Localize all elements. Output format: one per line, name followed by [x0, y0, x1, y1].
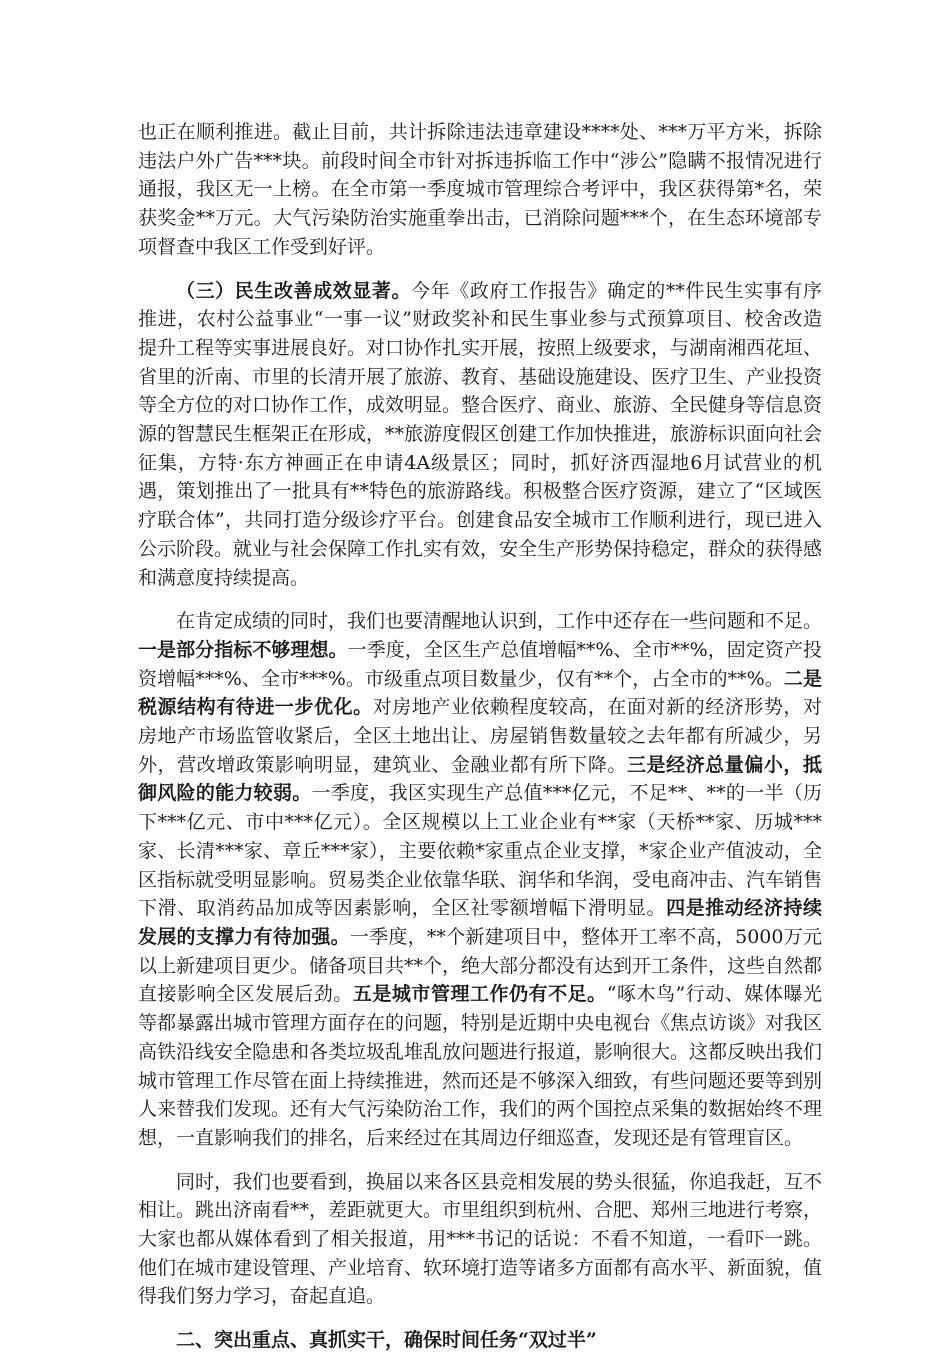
paragraph-3-intro: 在肯定成绩的同时，我们也要清醒地认识到，工作中还存在一些问题和不足。	[176, 610, 823, 633]
paragraph-4: 同时，我们也要看到，换届以来各区县竞相发展的势头很猛，你追我赶，互不相让。跳出济南看**，差距就更大。市里组织到杭州、合肥、郑州三地进行考察，大家也都从媒体看到了相关报道，用***书记的话说：不看不知道，一看吓一跳。他们在城市建设管理、产业培育、软环境打造等诸多方面都有高水平、新面貌，值得我们努力学习，奋起直追。	[138, 1170, 823, 1308]
issue-2-title: 二是税源结构有待进一步优化。	[138, 667, 822, 719]
paragraph-2-text: 今年《政府工作报告》确定的**件民生实事有序推进，农村公益事业“一事一议”财政奖补和民生事业参与式预算项目、校舍改造提升工程等实事进展良好。对口协作扎实开展，按照上级要求，与湖南湘西花垣、省里的沂南、市里的长清开展了旅游、教育、基础设施建设、医疗卫生、产业投资等全方位的对口协作工作，成效明显。整合医疗、商业、旅游、全民健身等信息资源的智慧民生框架正在形成，**旅游度假区创建工作加快推进，旅游标识面向社会征集，方特·东方神画正在申请4A级景区；同时，抓好济西湿地6月试营业的机遇，策划推出了一批具有**特色的旅游路线。积极整合医疗资源，建立了“区域医疗联合体”，共同打造分级诊疗平台。创建食品安全城市工作顺利进行，现已进入公示阶段。就业与社会保障工作扎实有效，安全生产形势保持稳定，群众的获得感和满意度持续提高。	[138, 279, 823, 589]
issue-5-title: 五是城市管理工作仍有不足。	[352, 983, 607, 1006]
paragraph-2	[138, 277, 822, 593]
issue-3-text: 一季度，我区实现生产总值***亿元，不足**、**的一半（历下***亿元、市中***亿元）。全区规模以上工业企业有**家（天桥**家、历城***家、长清***家、章丘***家），主要依赖*家重点企业支撑，*家企业产值波动，全区指标就受明显影响。贸易类企业依靠华联、润华和华润，受电商冲击、汽车销售下滑、取消药品加成等因素影响，全区社零额增幅下滑明显。	[138, 782, 823, 920]
paragraph-1: 也正在顺利推进。截止目前，共计拆除违法违章建设****处、***万平方米，拆除违法户外广告***块。前段时间全市针对拆违拆临工作中“涉公”隐瞒不报情况进行通报，我区无一上榜。在全市第一季度城市管理综合考评中，我区获得第*名，荣获奖金**万元。大气污染防治实施重拳出击，已消除问题***个，在生态环境部专项督查中我区工作受到好评。	[138, 121, 822, 258]
issue-4-text: 一季度，**个新建项目中，整体开工率不高，5000万元以上新建项目更少。储备项目共**个，绝大部分都没有达到开工条件，这些自然都直接影响全区发展后劲。	[138, 925, 823, 1006]
issue-4-title: 四是推动经济持续发展的支撑力有待加强。	[138, 897, 822, 948]
issue-5-text: “啄木鸟”行动、媒体曝光等都暴露出城市管理方面存在的问题，特别是近期中央电视台《焦点访谈》对我区高铁沿线安全隐患和各类垃圾乱堆乱放问题进行报道，影响很大。这都反映出我们城市管理工作尽管在面上持续推进，然而还是不够深入细致，有些问题还要等到别人来替我们发现。还有大气污染防治工作，我们的两个国控点采集的数据始终不理想，一直影响我们的排名，后来经过在其周边仔细巡查，发现还是有管理盲区。	[138, 983, 823, 1149]
section-heading-2: 二、突出重点、真抓实干，确保时间任务“双过半”	[176, 1329, 597, 1352]
issue-2-text: 对房地产业依赖程度较高，在面对新的经济形势，对房地产市场监管收紧后，全区土地出让、房屋销售数量较之去年都有所减少，另外，营改增政策影响明显，建筑业、金融业都有所下降。	[138, 696, 822, 776]
issue-3-title: 三是经济总量偏小，抵御风险的能力较弱。	[138, 753, 822, 805]
issue-1-text: 一季度，全区生产总值增幅**%、全市**%，固定资产投资增幅***%、全市***%。市级重点项目数量少，仅有**个，占全市的**%。	[138, 638, 822, 690]
issue-1-title: 一是部分指标不够理想。	[138, 638, 348, 661]
document-page	[138, 118, 822, 1370]
section-title-livelihood: （三）民生改善成效显著。	[176, 279, 412, 302]
paragraph-3	[138, 607, 822, 1152]
